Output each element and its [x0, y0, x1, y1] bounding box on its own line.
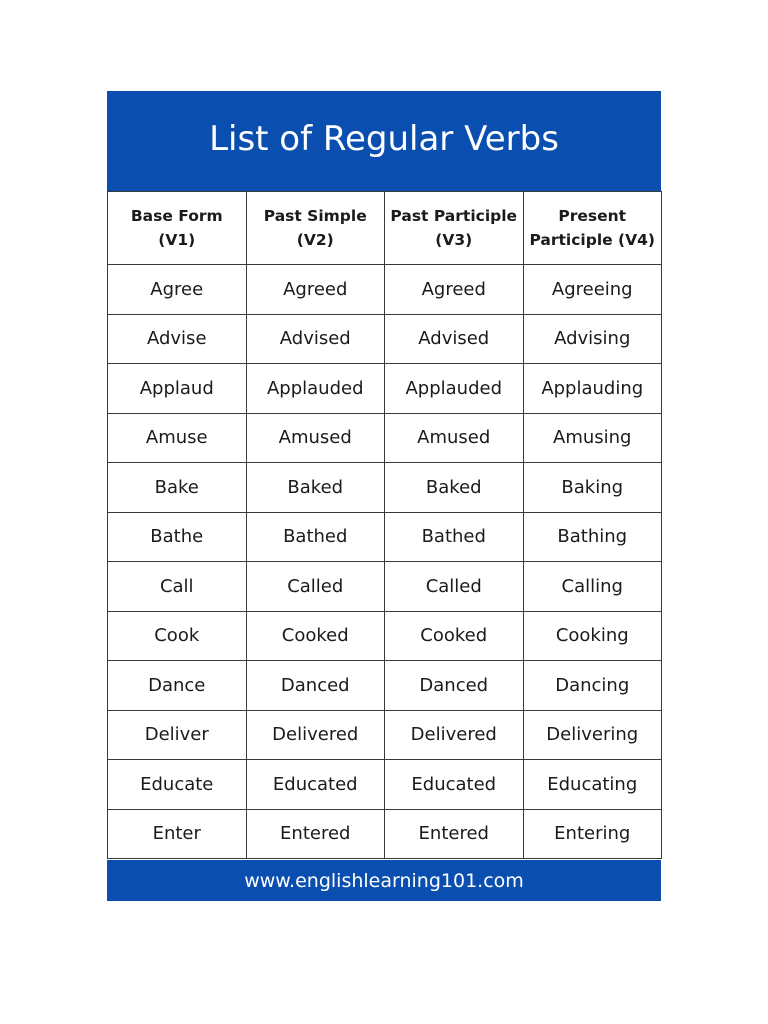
- cell-base-form: Educate: [108, 760, 247, 810]
- column-header-past-simple: [246, 192, 385, 265]
- cell-past-participle: Danced: [385, 661, 524, 711]
- cell-present-participle: Calling: [523, 562, 662, 612]
- verb-table: [107, 191, 662, 859]
- table-header-row: [108, 192, 662, 265]
- cell-past-participle: Bathed: [385, 512, 524, 562]
- cell-base-form: Cook: [108, 611, 247, 661]
- cell-base-form: Dance: [108, 661, 247, 711]
- page-title: List of Regular Verbs: [209, 119, 559, 159]
- cell-past-participle: Advised: [385, 314, 524, 364]
- cell-present-participle: Cooking: [523, 611, 662, 661]
- cell-past-simple: Entered: [246, 809, 385, 859]
- cell-past-participle: Delivered: [385, 710, 524, 760]
- column-header-line: Past Participle: [390, 207, 518, 225]
- cell-present-participle: Advising: [523, 314, 662, 364]
- cell-present-participle: Delivering: [523, 710, 662, 760]
- cell-present-participle: Educating: [523, 760, 662, 810]
- cell-base-form: Bake: [108, 463, 247, 513]
- table-row: [108, 661, 662, 711]
- table-row: [108, 710, 662, 760]
- cell-past-participle: Cooked: [385, 611, 524, 661]
- cell-past-simple: Danced: [246, 661, 385, 711]
- cell-past-simple: Called: [246, 562, 385, 612]
- column-header-base-form: [108, 192, 247, 265]
- title-banner: [107, 91, 661, 191]
- cell-base-form: Applaud: [108, 364, 247, 414]
- cell-base-form: Call: [108, 562, 247, 612]
- column-header-line: (V1): [158, 231, 196, 249]
- column-header-line: Base Form: [130, 207, 223, 225]
- table-row: [108, 463, 662, 513]
- cell-past-participle: Baked: [385, 463, 524, 513]
- table-row: [108, 562, 662, 612]
- cell-past-participle: Called: [385, 562, 524, 612]
- cell-base-form: Agree: [108, 265, 247, 315]
- cell-past-simple: Cooked: [246, 611, 385, 661]
- table-row: [108, 314, 662, 364]
- cell-present-participle: Bathing: [523, 512, 662, 562]
- cell-base-form: Deliver: [108, 710, 247, 760]
- cell-base-form: Amuse: [108, 413, 247, 463]
- cell-base-form: Bathe: [108, 512, 247, 562]
- column-header-past-participle: [385, 192, 524, 265]
- table-row: [108, 265, 662, 315]
- column-header-line: Participle (V4): [529, 231, 656, 249]
- cell-past-simple: Applauded: [246, 364, 385, 414]
- cell-present-participle: Dancing: [523, 661, 662, 711]
- cell-past-participle: Amused: [385, 413, 524, 463]
- cell-past-simple: Amused: [246, 413, 385, 463]
- cell-base-form: Advise: [108, 314, 247, 364]
- cell-past-simple: Delivered: [246, 710, 385, 760]
- website-url: www.englishlearning101.com: [244, 869, 524, 892]
- table-row: [108, 809, 662, 859]
- verb-table-body: [108, 265, 662, 859]
- footer-banner: [107, 860, 661, 901]
- column-header-line: Past Simple: [263, 207, 367, 225]
- cell-present-participle: Agreeing: [523, 265, 662, 315]
- cell-past-simple: Agreed: [246, 265, 385, 315]
- verb-list-card: [107, 91, 661, 901]
- cell-present-participle: Amusing: [523, 413, 662, 463]
- cell-past-participle: Agreed: [385, 265, 524, 315]
- table-row: [108, 760, 662, 810]
- cell-past-simple: Bathed: [246, 512, 385, 562]
- cell-base-form: Enter: [108, 809, 247, 859]
- table-row: [108, 413, 662, 463]
- column-header-present-participle: [523, 192, 662, 265]
- table-row: [108, 512, 662, 562]
- column-header-line: (V3): [435, 231, 473, 249]
- cell-past-simple: Educated: [246, 760, 385, 810]
- cell-present-participle: Entering: [523, 809, 662, 859]
- cell-present-participle: Baking: [523, 463, 662, 513]
- table-row: [108, 611, 662, 661]
- table-row: [108, 364, 662, 414]
- cell-past-simple: Advised: [246, 314, 385, 364]
- column-header-line: Present: [558, 207, 627, 225]
- column-header-line: (V2): [296, 231, 334, 249]
- cell-past-participle: Educated: [385, 760, 524, 810]
- cell-present-participle: Applauding: [523, 364, 662, 414]
- cell-past-participle: Applauded: [385, 364, 524, 414]
- cell-past-simple: Baked: [246, 463, 385, 513]
- cell-past-participle: Entered: [385, 809, 524, 859]
